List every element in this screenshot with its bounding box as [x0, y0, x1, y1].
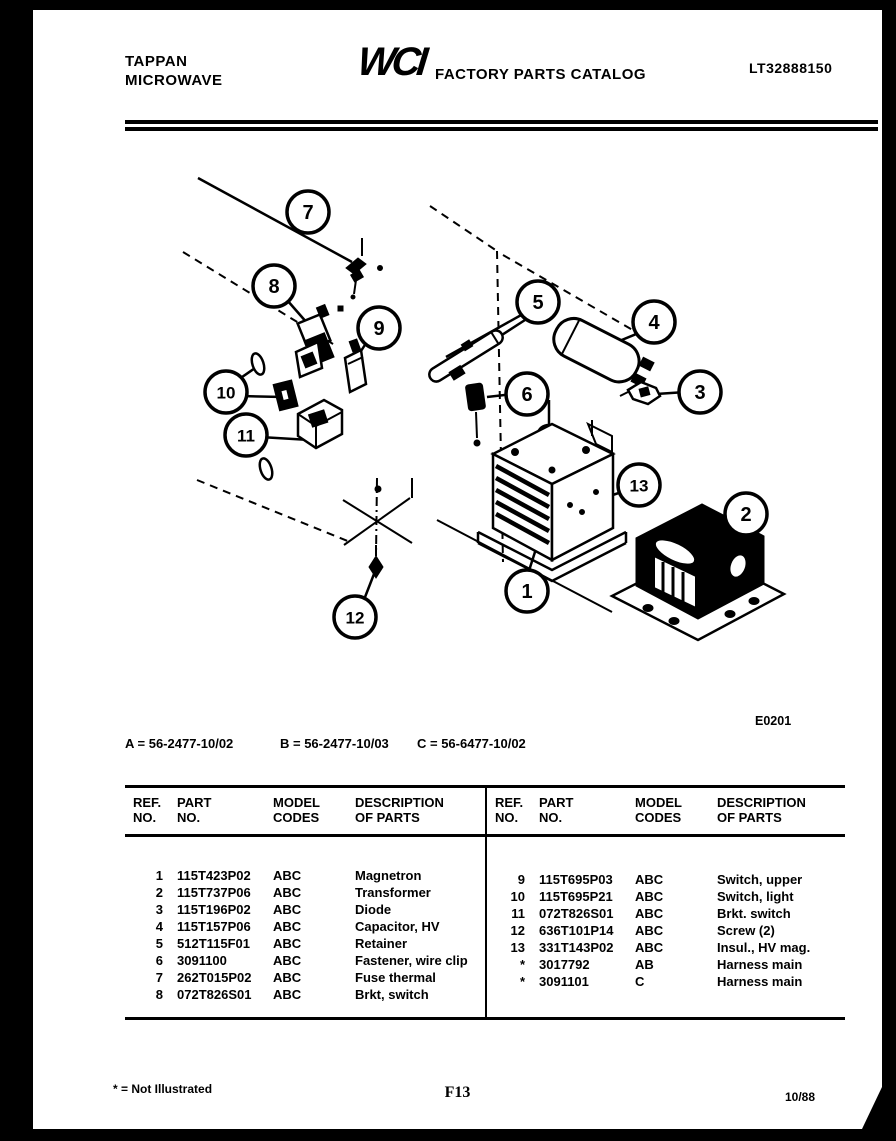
cell-ref: 6 [155, 953, 163, 968]
col-part: PART NO. [539, 795, 574, 825]
svg-text:13: 13 [629, 476, 649, 496]
col-desc: DESCRIPTION OF PARTS [355, 795, 444, 825]
table-header [487, 788, 845, 837]
col-part: PART NO. [177, 795, 212, 825]
callout-11 [225, 414, 267, 456]
part-switch-bracket-assy [296, 304, 343, 377]
cell-codes: AB [635, 957, 654, 972]
svg-text:2: 2 [740, 504, 752, 526]
cell-ref: * [519, 974, 525, 989]
exploded-parts-diagram [100, 150, 880, 720]
cell-ref: 5 [155, 936, 163, 951]
callout-10 [205, 371, 247, 413]
cell-desc: Brkt, switch [355, 987, 429, 1002]
callout-9 [358, 307, 400, 349]
svg-text:11: 11 [237, 426, 255, 446]
parts-table-left [125, 788, 485, 1017]
cell-codes: ABC [273, 885, 302, 900]
cell-desc: Retainer [355, 936, 408, 951]
cell-part: 3017792 [539, 957, 590, 972]
cell-ref: 4 [155, 919, 163, 934]
catalog-title: FACTORY PARTS CATALOG [435, 66, 647, 83]
cell-ref: 9 [517, 872, 525, 887]
page-code: F13 [444, 1084, 471, 1101]
model-b: B = 56-2477-10/03 [280, 736, 389, 751]
cell-codes: ABC [635, 940, 664, 955]
brand-line2: MICROWAVE [125, 72, 223, 89]
callout-6 [506, 373, 548, 415]
bolt-dot [375, 486, 381, 492]
cell-codes: ABC [273, 970, 302, 985]
cell-desc: Insul., HV mag. [717, 940, 811, 955]
catalog-page [33, 10, 882, 1129]
part-screw [369, 545, 383, 578]
table-row [133, 952, 485, 969]
table-row [495, 871, 845, 888]
cell-part: 072T826S01 [177, 987, 252, 1002]
cell-codes: C [635, 974, 645, 989]
header-divider [125, 120, 878, 131]
col-ref: REF. NO. [495, 795, 524, 825]
issue-date: 10/88 [785, 1090, 816, 1104]
svg-text:3: 3 [694, 382, 706, 404]
table-row [495, 922, 845, 939]
part-switch-bracket [298, 400, 342, 448]
cell-part: 115T157P06 [177, 919, 251, 934]
cell-ref: 3 [155, 902, 163, 917]
cell-ref: 10 [510, 889, 525, 904]
parts-table-right [485, 788, 845, 1017]
cell-part: 115T423P02 [177, 868, 251, 883]
callout-12 [334, 596, 376, 638]
cell-ref: 11 [511, 906, 525, 921]
svg-text:7: 7 [302, 202, 314, 224]
table-body-left [125, 837, 485, 1017]
col-codes: MODEL CODES [635, 795, 682, 825]
callout-1 [506, 570, 548, 612]
cell-desc: Switch, upper [717, 872, 803, 887]
cell-ref: 12 [510, 923, 525, 938]
publication-number: LT32888150 [749, 60, 833, 76]
cell-codes: ABC [273, 919, 302, 934]
col-codes: MODEL CODES [273, 795, 320, 825]
svg-text:9: 9 [373, 318, 385, 340]
cell-ref: 1 [155, 868, 163, 883]
brand-name [125, 52, 223, 90]
table-row [495, 956, 845, 973]
cell-codes: ABC [273, 868, 302, 883]
cell-part: 331T143P02 [539, 940, 614, 955]
cell-desc: Switch, light [717, 889, 794, 904]
cell-codes: ABC [635, 889, 664, 904]
callout-8 [253, 265, 295, 307]
cell-ref: * [519, 957, 525, 972]
cell-desc: Fastener, wire clip [355, 953, 468, 968]
table-row [495, 888, 845, 905]
table-row [133, 901, 485, 918]
cell-ref: 13 [510, 940, 525, 955]
cell-desc: Harness main [717, 957, 803, 972]
svg-text:1: 1 [521, 581, 533, 603]
cell-codes: ABC [635, 872, 664, 887]
callout-13 [618, 464, 660, 506]
table-row [133, 867, 485, 884]
cell-codes: ABC [273, 936, 302, 951]
model-a: A = 56-2477-10/02 [125, 736, 234, 751]
cell-part: 072T826S01 [539, 906, 614, 921]
cell-desc: Transformer [355, 885, 431, 900]
callout-2 [725, 493, 767, 535]
cell-desc: Screw (2) [717, 923, 775, 938]
cell-codes: ABC [635, 906, 664, 921]
col-desc: DESCRIPTION OF PARTS [717, 795, 806, 825]
cell-codes: ABC [273, 902, 302, 917]
cell-part: 512T115F01 [177, 936, 251, 951]
cell-desc: Capacitor, HV [355, 919, 440, 934]
table-row [133, 884, 485, 901]
not-illustrated-note: * = Not Illustrated [113, 1082, 213, 1096]
svg-text:10: 10 [216, 383, 236, 403]
part-wire-clip [465, 383, 485, 446]
cell-part: 3091100 [177, 953, 227, 968]
cell-codes: ABC [635, 923, 664, 938]
part-retainer-tube [424, 324, 509, 391]
col-ref: REF. NO. [133, 795, 162, 825]
cell-codes: ABC [273, 953, 302, 968]
callout-3 [679, 371, 721, 413]
svg-text:12: 12 [345, 608, 365, 628]
figure-code: E0201 [755, 714, 792, 728]
model-legend [33, 736, 882, 754]
table-body-right [487, 837, 845, 1004]
table-header [125, 788, 485, 837]
cell-part: 115T196P02 [177, 902, 251, 917]
cell-desc: Fuse thermal [355, 970, 436, 985]
table-row [495, 973, 845, 990]
part-thermal-fuse [346, 238, 383, 299]
svg-text:5: 5 [532, 292, 544, 314]
table-row [133, 986, 485, 1003]
cell-part: 262T015P02 [177, 970, 252, 985]
table-row [133, 935, 485, 952]
cell-codes: ABC [273, 987, 302, 1002]
wci-logo: WCI [355, 40, 427, 84]
callout-7 [287, 191, 329, 233]
cell-part: 115T737P06 [177, 885, 251, 900]
callout-4 [633, 301, 675, 343]
cell-part: 3091101 [539, 974, 589, 989]
svg-text:6: 6 [521, 384, 533, 406]
cell-desc: Magnetron [355, 868, 422, 883]
cell-part: 115T695P03 [539, 872, 613, 887]
table-row [495, 939, 845, 956]
cell-desc: Diode [355, 902, 392, 917]
cell-desc: Brkt. switch [717, 906, 791, 921]
cell-desc: Harness main [717, 974, 803, 989]
cell-ref: 7 [155, 970, 163, 985]
cell-part: 636T101P14 [539, 923, 614, 938]
callout-5 [517, 281, 559, 323]
part-magnetron [478, 400, 626, 581]
svg-text:4: 4 [648, 312, 660, 334]
table-row [495, 905, 845, 922]
cell-ref: 8 [155, 987, 163, 1002]
brand-line1: TAPPAN [125, 53, 188, 70]
cell-ref: 2 [155, 885, 163, 900]
table-row [133, 969, 485, 986]
svg-text:8: 8 [268, 276, 280, 298]
parts-table [125, 785, 845, 1020]
model-c: C = 56-6477-10/02 [417, 736, 526, 751]
part-diode [620, 382, 660, 404]
table-row [133, 918, 485, 935]
cell-part: 115T695P21 [539, 889, 613, 904]
